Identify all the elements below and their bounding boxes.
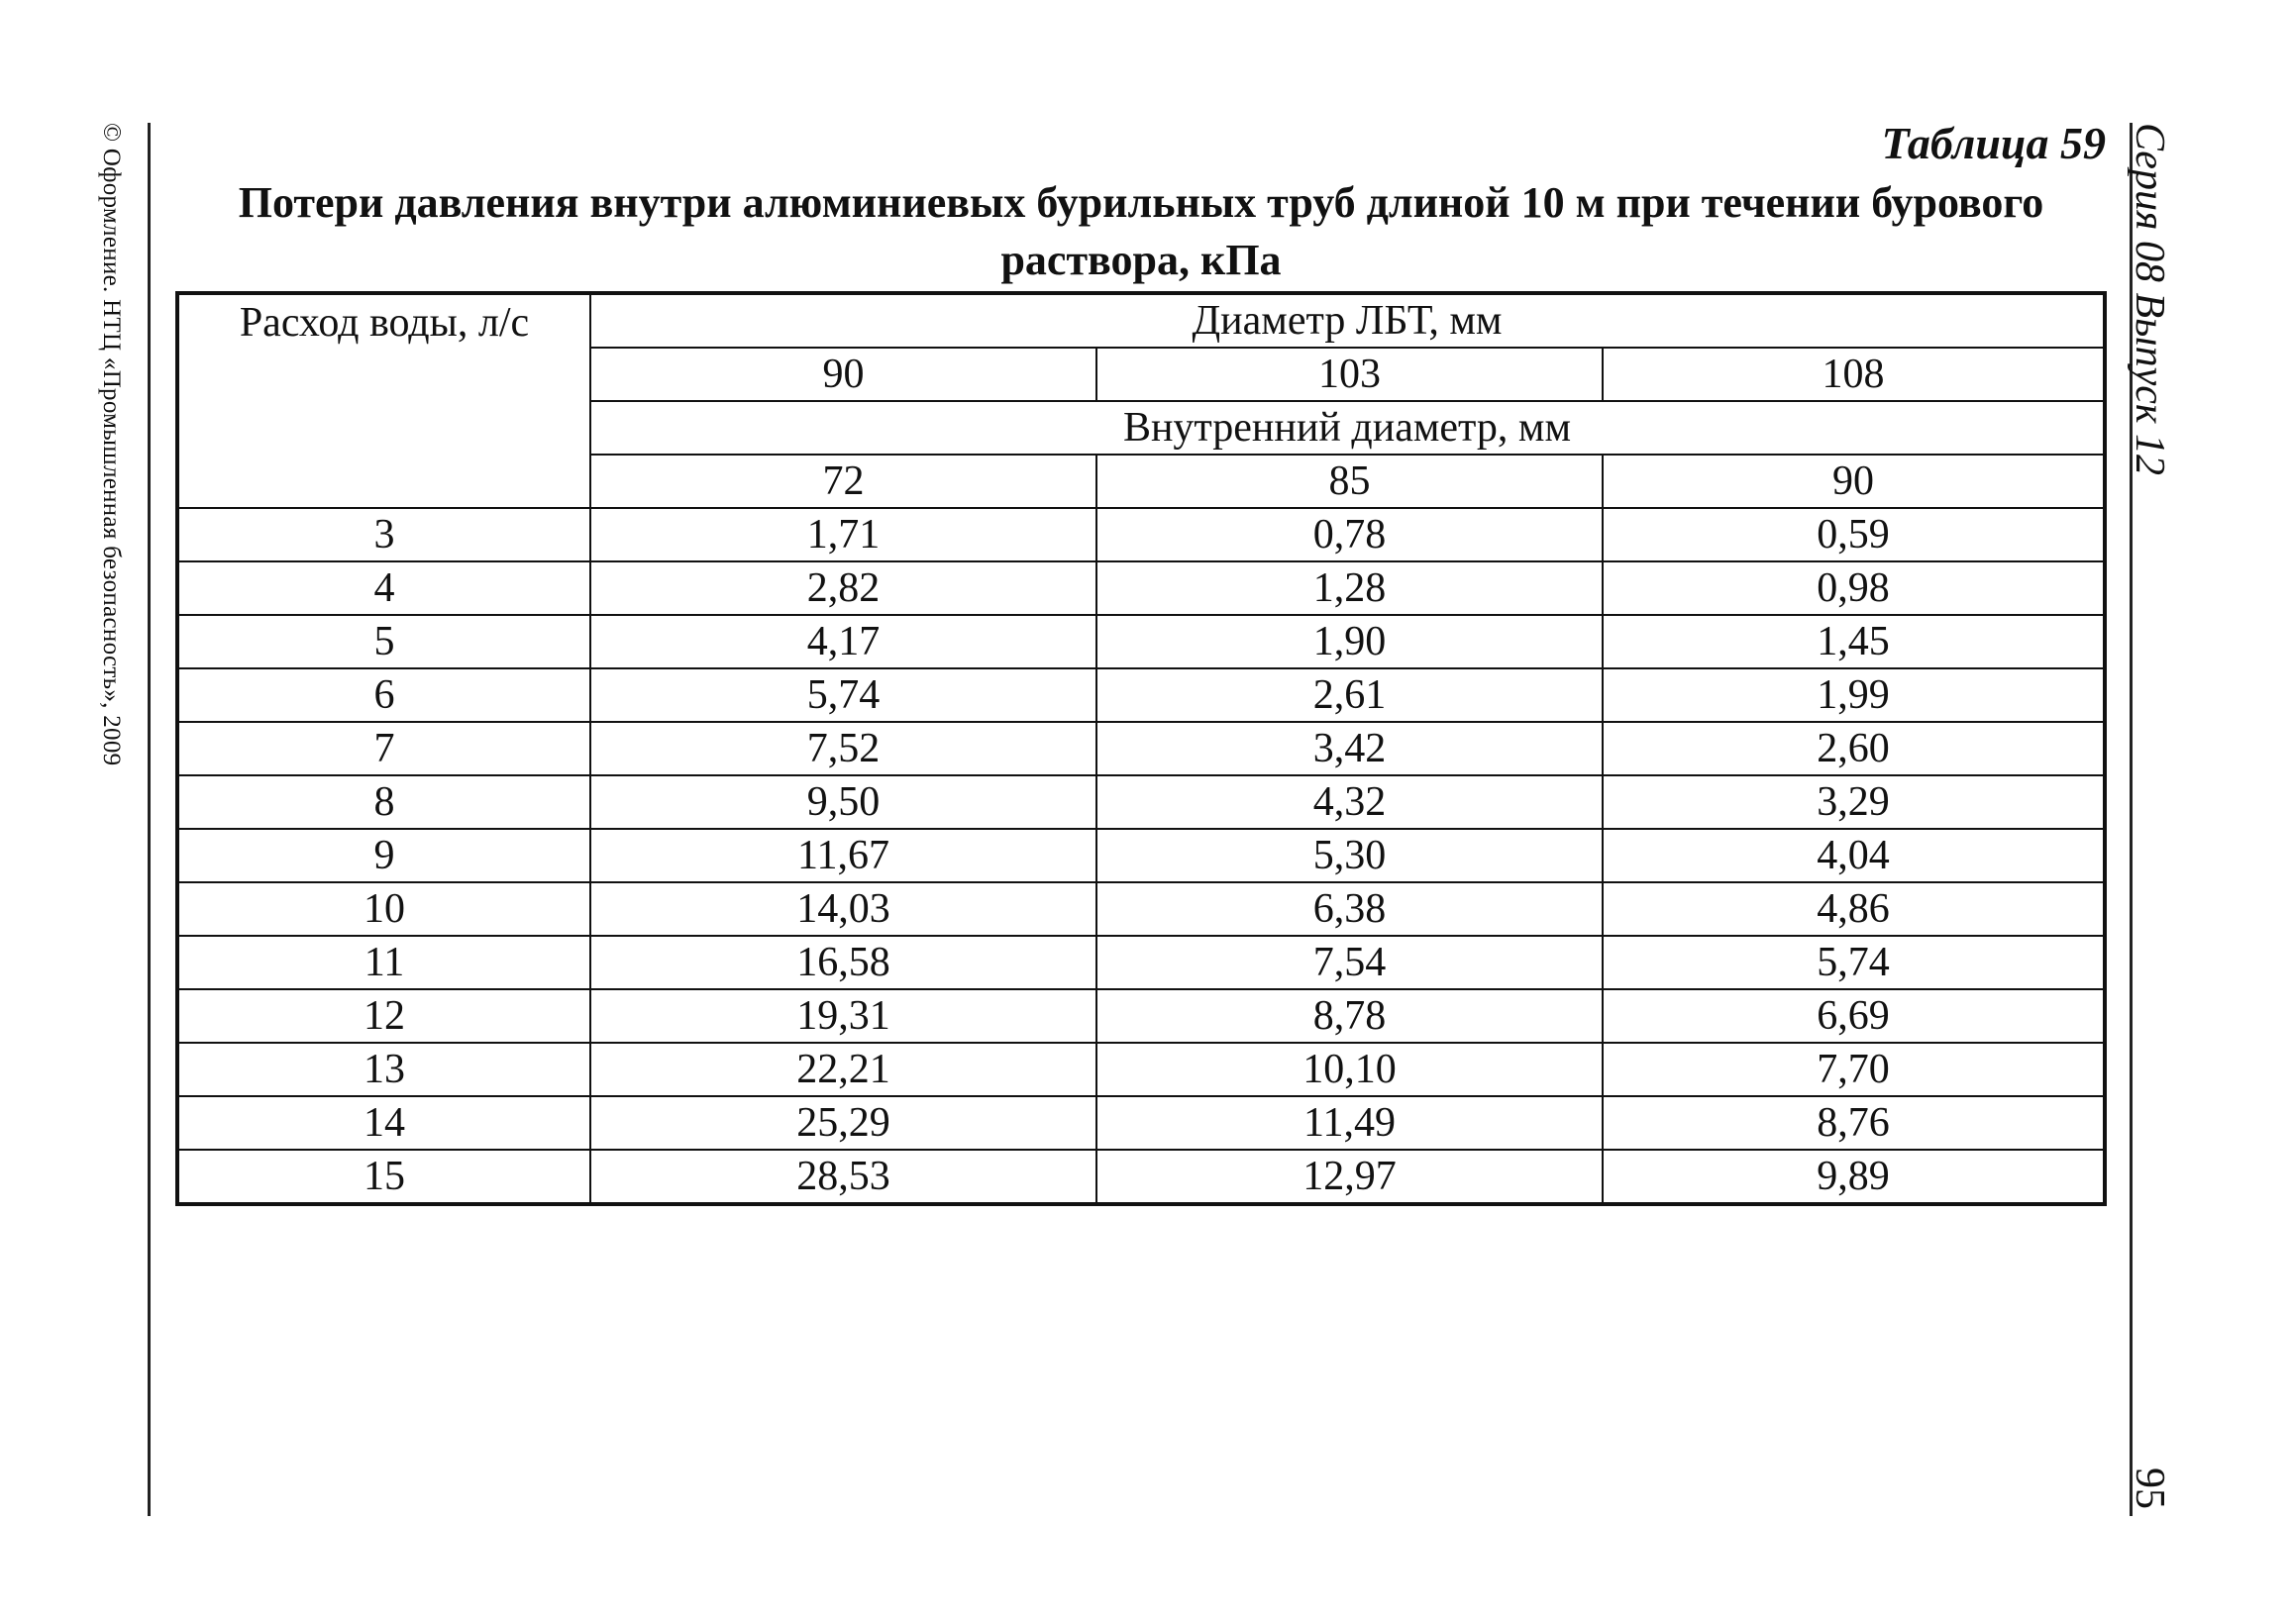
flow-rate-cell: 15 [177,1150,590,1204]
table-row [177,989,2105,1043]
pressure-loss-cell: 8,76 [1603,1096,2105,1150]
pressure-loss-cell: 16,58 [590,936,1096,989]
pressure-loss-cell: 3,42 [1096,722,1603,775]
pressure-loss-cell: 11,67 [590,829,1096,882]
inner-diameter-header: Внутренний диаметр, мм [590,401,2105,455]
pressure-loss-cell: 1,90 [1096,615,1603,668]
diameter-cell: 90 [590,348,1096,401]
pressure-loss-cell: 22,21 [590,1043,1096,1096]
pressure-loss-cell: 8,78 [1096,989,1603,1043]
table-row [177,882,2105,936]
inner-diameter-cell: 85 [1096,455,1603,508]
pressure-loss-cell: 11,49 [1096,1096,1603,1150]
flow-rate-cell: 12 [177,989,590,1043]
pressure-loss-cell: 0,78 [1096,508,1603,561]
pressure-loss-cell: 1,99 [1603,668,2105,722]
copyright-note: © Оформление. НТЦ «Промышленная безопасность», 2009 [98,123,125,766]
table-row [177,775,2105,829]
table-row [177,668,2105,722]
pressure-loss-cell: 4,86 [1603,882,2105,936]
pressure-loss-cell: 0,59 [1603,508,2105,561]
table-row [177,722,2105,775]
pressure-loss-cell: 2,60 [1603,722,2105,775]
pressure-loss-cell: 7,70 [1603,1043,2105,1096]
flow-rate-cell: 5 [177,615,590,668]
pressure-loss-cell: 6,38 [1096,882,1603,936]
pressure-loss-cell: 19,31 [590,989,1096,1043]
inner-diameter-cell: 72 [590,455,1096,508]
diameter-cell: 103 [1096,348,1603,401]
pipe-diameter-header: Диаметр ЛБТ, мм [590,293,2105,348]
pressure-loss-cell: 2,61 [1096,668,1603,722]
pressure-loss-cell: 4,17 [590,615,1096,668]
table-row [177,1096,2105,1150]
pressure-loss-cell: 10,10 [1096,1043,1603,1096]
diameter-cell: 108 [1603,348,2105,401]
pressure-loss-cell: 0,98 [1603,561,2105,615]
flow-rate-cell: 14 [177,1096,590,1150]
pressure-loss-cell: 12,97 [1096,1150,1603,1204]
pressure-loss-cell: 7,54 [1096,936,1603,989]
flow-rate-cell: 13 [177,1043,590,1096]
header-row-diameter-group [177,293,2105,348]
page-number: 95 [2127,1468,2172,1509]
flow-rate-cell: 7 [177,722,590,775]
series-issue-label: Серия 08 Выпуск 12 [2127,123,2172,475]
flow-rate-cell: 10 [177,882,590,936]
pressure-loss-cell: 9,50 [590,775,1096,829]
table-title: Потери давления внутри алюминиевых бурильных труб длиной 10 м при течении бурового раствора, кПа [238,178,2044,284]
pressure-loss-cell: 5,30 [1096,829,1603,882]
pressure-loss-cell: 25,29 [590,1096,1096,1150]
pressure-loss-cell: 1,71 [590,508,1096,561]
flow-rate-cell: 9 [177,829,590,882]
pressure-loss-cell: 3,29 [1603,775,2105,829]
pressure-loss-cell: 28,53 [590,1150,1096,1204]
pressure-loss-cell: 1,45 [1603,615,2105,668]
pressure-loss-cell: 4,04 [1603,829,2105,882]
pressure-loss-cell: 6,69 [1603,989,2105,1043]
table-row [177,1043,2105,1096]
pressure-loss-cell: 2,82 [590,561,1096,615]
flow-rate-cell: 3 [177,508,590,561]
pressure-loss-table [175,291,2107,1206]
table-row [177,829,2105,882]
table-row [177,615,2105,668]
table-row [177,508,2105,561]
table-row [177,1150,2105,1204]
table-row [177,936,2105,989]
flow-rate-cell: 11 [177,936,590,989]
table-label: Таблица 59 [1881,118,2106,168]
table-body [177,508,2105,1204]
flow-rate-cell: 8 [177,775,590,829]
pressure-loss-cell: 5,74 [1603,936,2105,989]
flow-rate-header: Расход воды, л/с [177,293,590,508]
pressure-loss-cell: 14,03 [590,882,1096,936]
inner-diameter-cell: 90 [1603,455,2105,508]
flow-rate-cell: 4 [177,561,590,615]
flow-rate-cell: 6 [177,668,590,722]
pressure-loss-cell: 4,32 [1096,775,1603,829]
pressure-loss-cell: 1,28 [1096,561,1603,615]
pressure-loss-cell: 5,74 [590,668,1096,722]
pressure-loss-cell: 9,89 [1603,1150,2105,1204]
pressure-loss-cell: 7,52 [590,722,1096,775]
left-margin-rule [148,123,151,1516]
table-row [177,561,2105,615]
